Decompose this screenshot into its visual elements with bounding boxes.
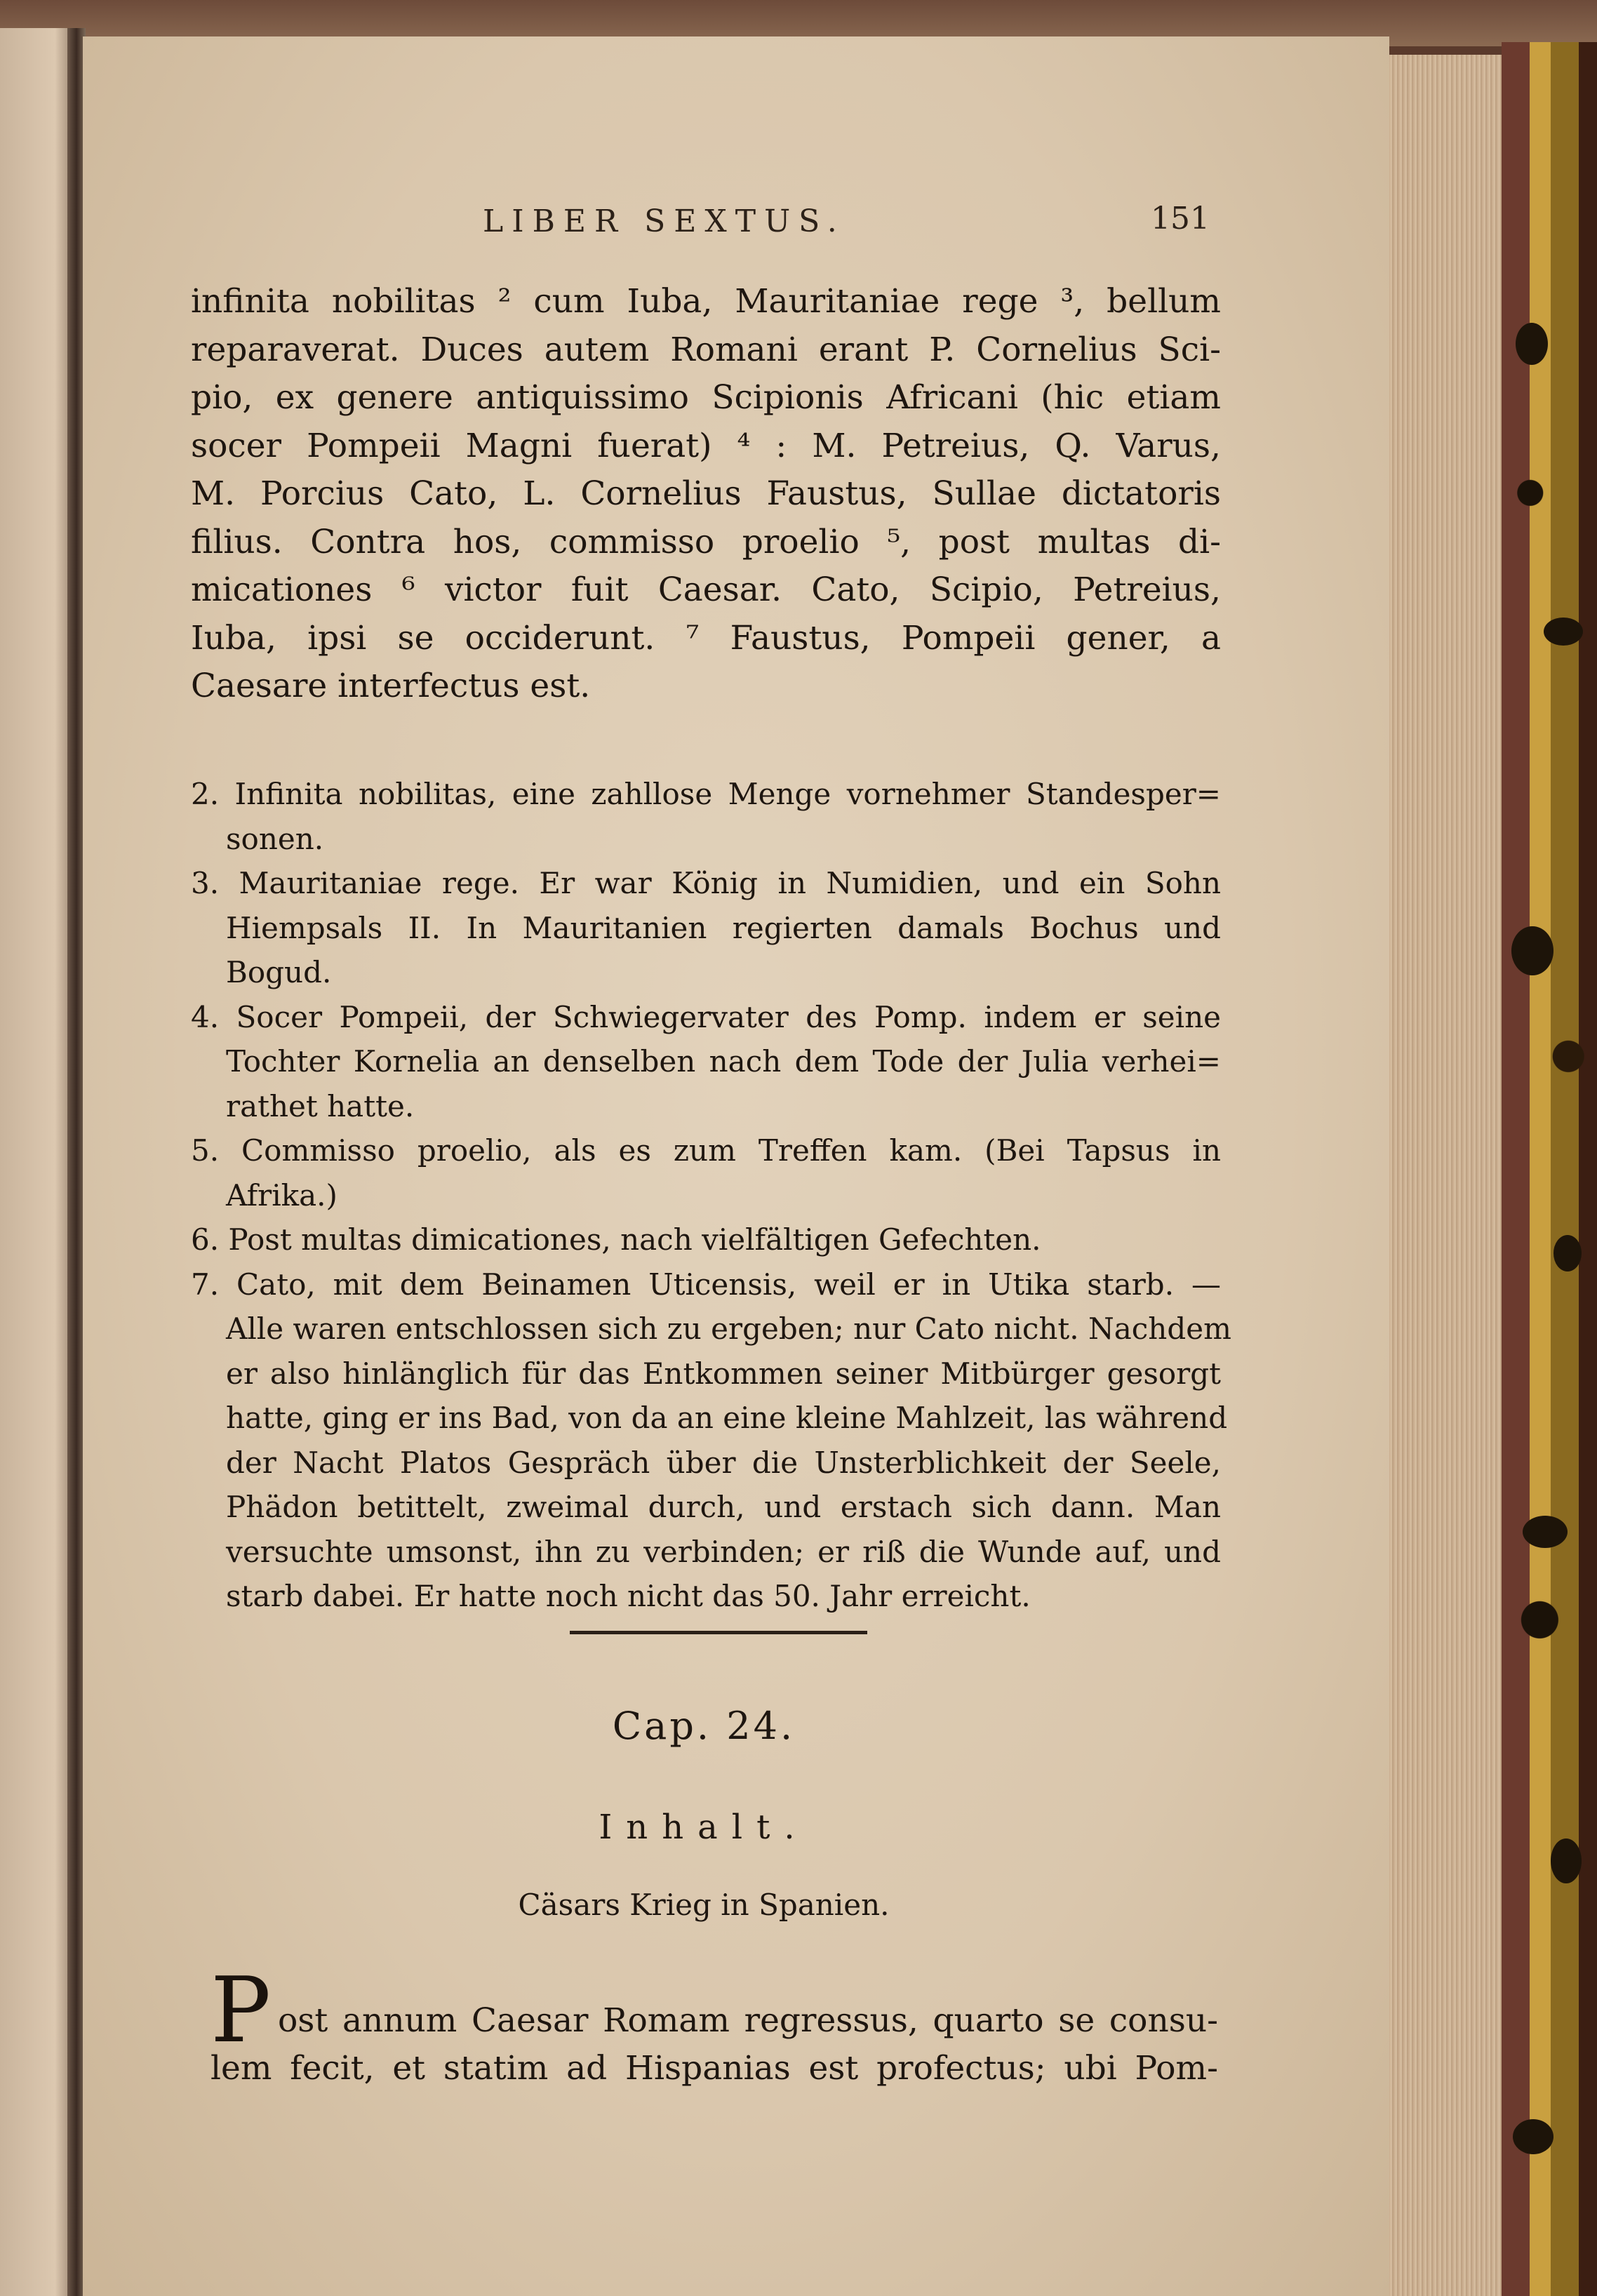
footnote-line: 4. Socer Pompeii, der Schwiegervater des Pomp. indem er seine bbox=[191, 999, 1221, 1034]
paragraph-second-line bbox=[211, 2045, 1218, 2093]
footnote-line: 3. Mauritaniae rege. Er war König in Numidien, und ein Sohn bbox=[191, 866, 1221, 900]
footnote-line: er also hinlänglich für das Entkommen seiner Mitbürger gesorgt bbox=[226, 1356, 1221, 1391]
footnote-line: 2. Infinita nobilitas, eine zahllose Menge vornehmer Standesper= bbox=[191, 777, 1221, 811]
footnote-line: Afrika.) bbox=[226, 1177, 338, 1213]
text-line: pio, ex genere antiquissimo Scipionis Africani (hic etiam bbox=[191, 378, 1221, 417]
text-line: M. Porcius Cato, L. Cornelius Faustus, Sullae dictatoris bbox=[191, 474, 1221, 513]
text-line: lem fecit, et statim ad Hispanias est profectus; ubi Pom- bbox=[211, 2049, 1218, 2088]
footnote-line: sonen. bbox=[226, 821, 324, 856]
text-line: Iuba, ipsi se occiderunt. ⁷ Faustus, Pompeii gener, a bbox=[191, 618, 1221, 658]
contents-heading: Inhalt. bbox=[599, 1808, 809, 1847]
text-line: ost annum Caesar Romam regressus, quarto se consu- bbox=[278, 2001, 1218, 2040]
footnote-line: Tochter Kornelia an denselben nach dem Tode der Julia verhei= bbox=[226, 1044, 1221, 1079]
drop-capital: P bbox=[211, 1958, 272, 2063]
footnote-line: rathet hatte. bbox=[226, 1088, 415, 1123]
running-title: LIBER SEXTUS. bbox=[483, 203, 846, 239]
text-line: infinita nobilitas ² cum Iuba, Mauritaniae rege ³, bellum bbox=[191, 282, 1221, 321]
section-rule bbox=[570, 1631, 867, 1634]
footnote-line: der Nacht Platos Gespräch über die Unsterblichkeit der Seele, bbox=[226, 1445, 1221, 1480]
footnote-line: Phädon betittelt, zweimal durch, und erstach sich dann. Man bbox=[226, 1490, 1221, 1524]
footnote-line: Bogud. bbox=[226, 955, 332, 989]
marbled-cover bbox=[1502, 42, 1597, 2296]
page-edges bbox=[1389, 55, 1502, 2296]
paragraph-first-line bbox=[278, 1997, 1218, 2045]
text-line: reparaverat. Duces autem Romani erant P. Cornelius Sci- bbox=[191, 330, 1221, 369]
text-line: filius. Contra hos, commisso proelio ⁵, post multas di- bbox=[191, 522, 1221, 561]
main-text bbox=[191, 278, 1221, 711]
page-number: 151 bbox=[1151, 201, 1210, 236]
text-line: Caesare interfectus est. bbox=[191, 667, 591, 705]
chapter-summary: Cäsars Krieg in Spanien. bbox=[518, 1888, 890, 1922]
footnote-line: Hiempsals II. In Mauritanien regierten damals Bochus und bbox=[226, 910, 1221, 945]
text-line: socer Pompeii Magni fuerat) ⁴ : M. Petreius, Q. Varus, bbox=[191, 426, 1221, 465]
footnote-line: 7. Cato, mit dem Beinamen Uticensis, weil er in Utika starb. — bbox=[191, 1267, 1221, 1302]
chapter-heading: Cap. 24. bbox=[612, 1704, 796, 1748]
footnote-line: versuchte umsonst, ihn zu verbinden; er riß die Wunde auf, und bbox=[226, 1534, 1221, 1569]
footnote-line: starb dabei. Er hatte noch nicht das 50. Jahr erreicht. bbox=[226, 1579, 1031, 1613]
text-line: micationes ⁶ victor fuit Caesar. Cato, Scipio, Petreius, bbox=[191, 570, 1221, 609]
footnote-line: hatte, ging er ins Bad, von da an eine kleine Mahlzeit, las während bbox=[226, 1401, 1228, 1435]
footnote-line: Alle waren entschlossen sich zu ergeben; nur Cato nicht. Nachdem bbox=[226, 1311, 1231, 1346]
footnote-line: 5. Commisso proelio, als es zum Treffen kam. (Bei Tapsus in bbox=[191, 1133, 1221, 1168]
footnotes bbox=[191, 772, 1231, 1619]
footnote-line: 6. Post multas dimicationes, nach vielfältigen Gefechten. bbox=[191, 1222, 1041, 1257]
